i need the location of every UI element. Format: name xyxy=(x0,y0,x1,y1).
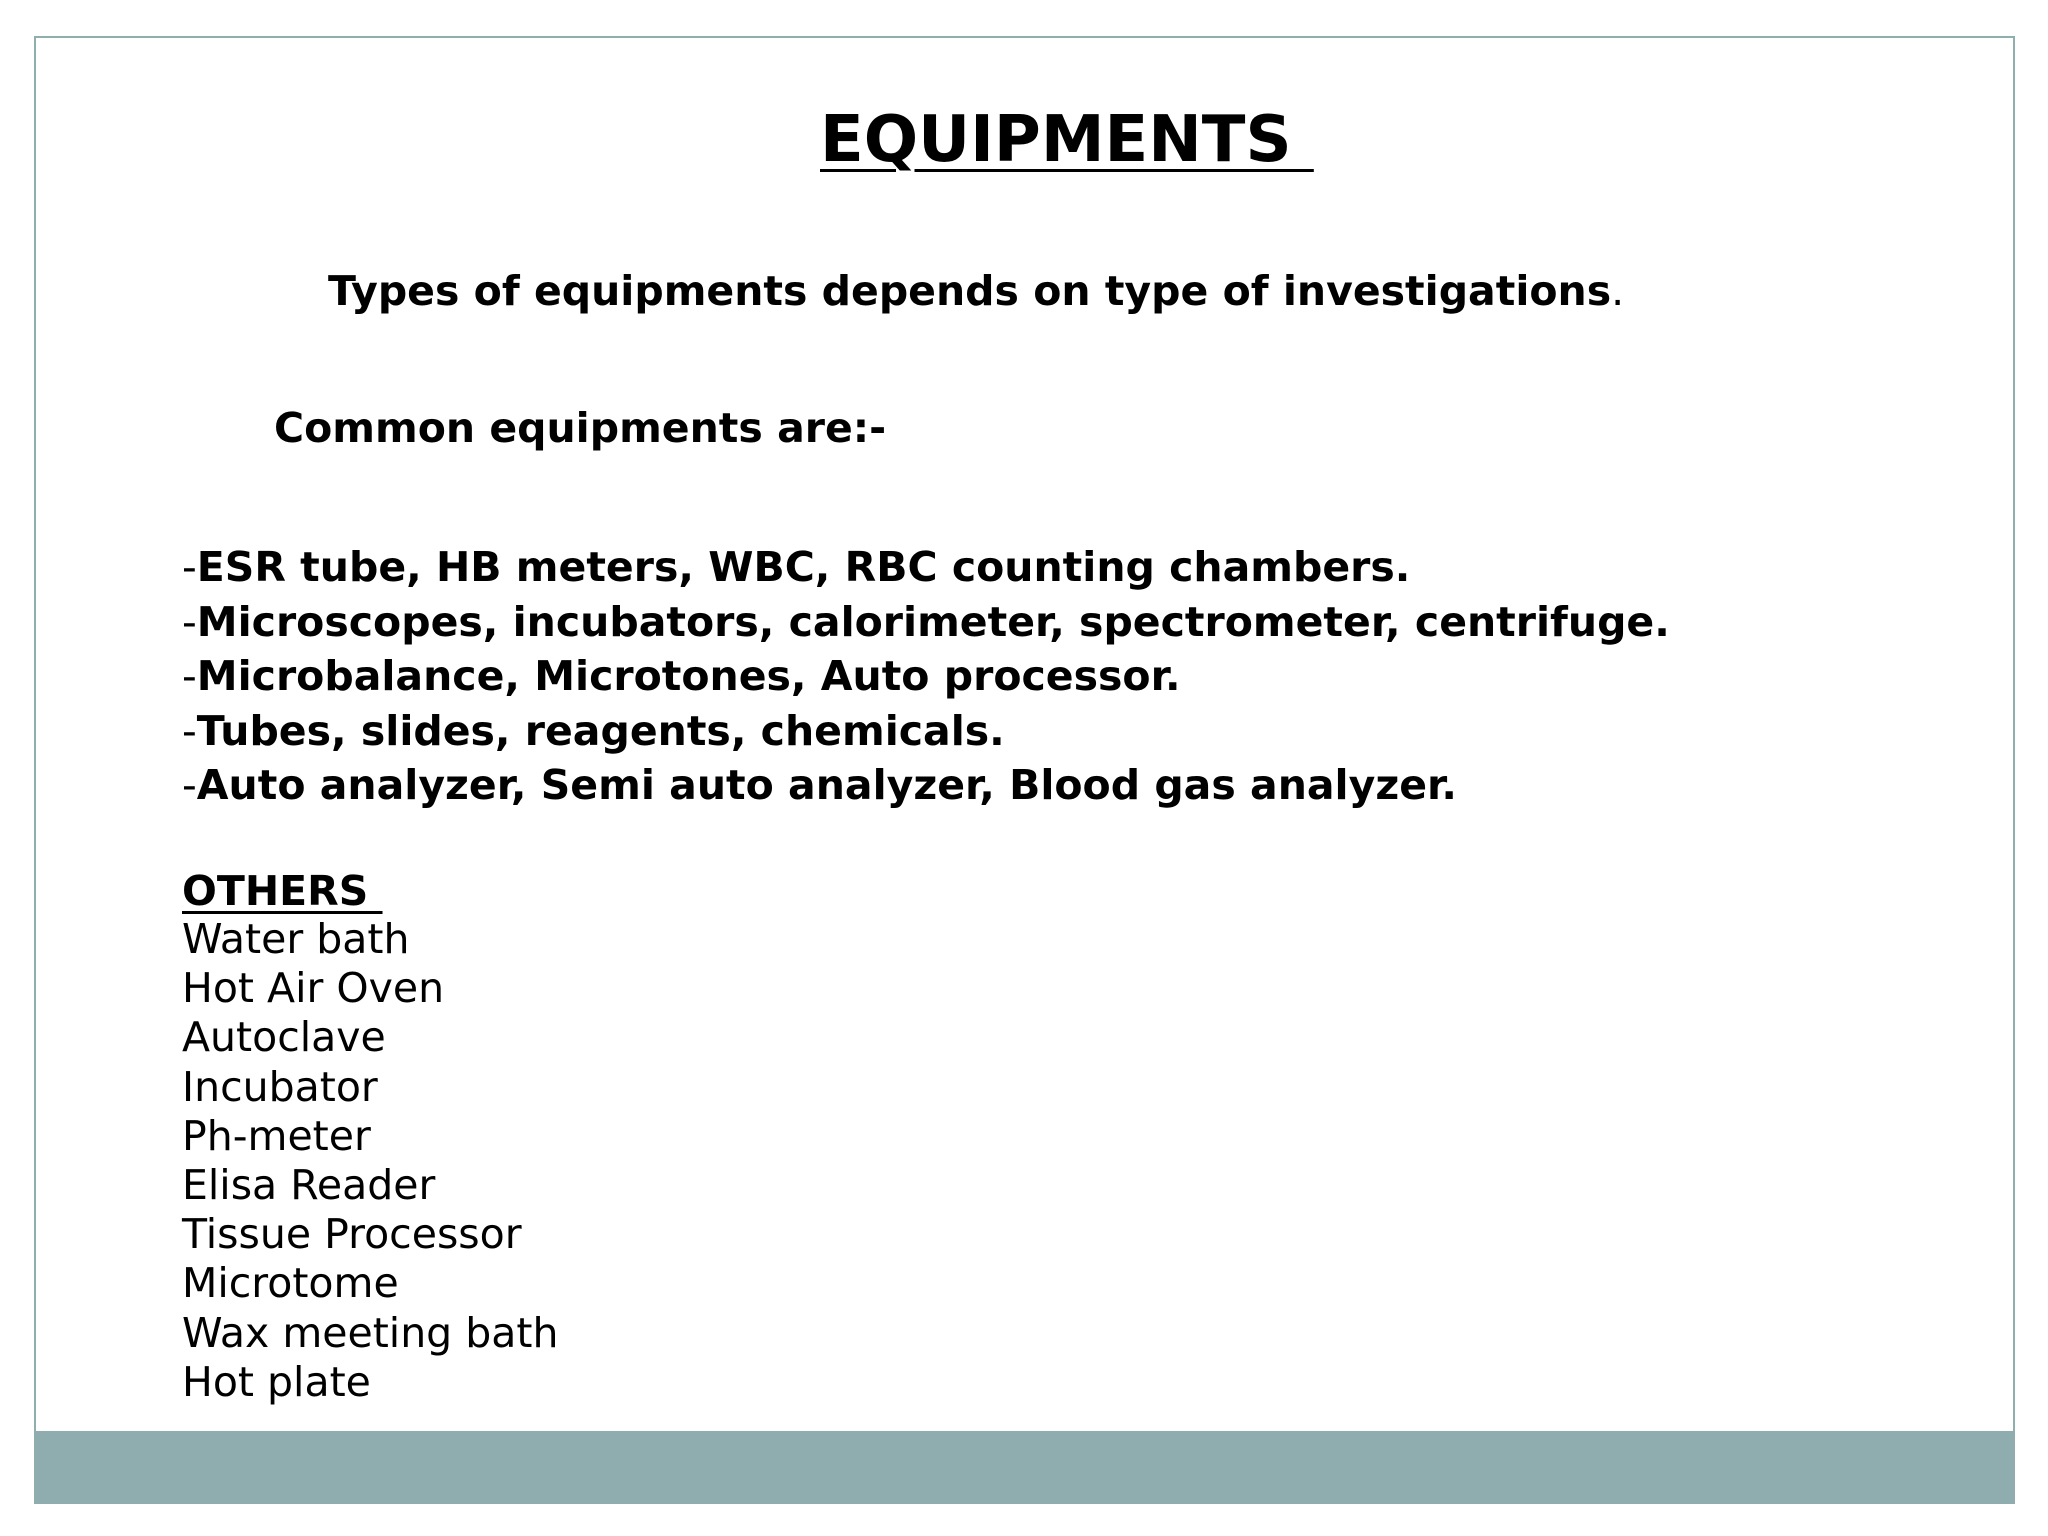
list-item: Microtome xyxy=(182,1259,399,1308)
line-dash: - xyxy=(182,761,197,809)
list-item: Tissue Processor xyxy=(182,1210,522,1259)
line-dash: - xyxy=(182,597,197,646)
line-dash: - xyxy=(182,706,197,755)
equipment-line xyxy=(182,595,1670,650)
list-item: Ph-meter xyxy=(182,1111,371,1160)
equipment-line xyxy=(182,649,1670,704)
equipment-line xyxy=(182,758,1670,813)
footer-band xyxy=(34,1431,2015,1504)
equipment-line-text: Microbalance, Microtones, Auto processor. xyxy=(196,652,1181,700)
equipment-line-text: Tubes, slides, reagents, chemicals. xyxy=(196,706,1005,755)
line-dash: - xyxy=(182,543,197,591)
list-item: Water bath xyxy=(182,915,410,963)
slide-subtitle xyxy=(328,267,1624,315)
subtitle-text: Types of equipments depends on type of investigations xyxy=(328,267,1612,315)
list-item: Hot plate xyxy=(182,1357,371,1406)
slide-title: EQUIPMENTS xyxy=(820,103,1314,177)
list-item: Autoclave xyxy=(182,1013,386,1062)
intro-text: Common equipments are:- xyxy=(274,404,887,452)
equipment-line-text: Auto analyzer, Semi auto analyzer, Blood gas analyzer. xyxy=(196,761,1457,809)
equipment-list xyxy=(182,540,1670,813)
line-dash: - xyxy=(182,652,197,700)
list-item: Elisa Reader xyxy=(182,1161,436,1210)
list-item: Incubator xyxy=(182,1062,378,1111)
subtitle-period: . xyxy=(1611,267,1625,315)
others-heading: OTHERS xyxy=(182,867,383,915)
others-list xyxy=(182,915,558,1407)
equipment-line-text: Microscopes, incubators, calorimeter, spectrometer, centrifuge. xyxy=(196,597,1670,646)
equipment-line xyxy=(182,704,1670,759)
list-item: Hot Air Oven xyxy=(182,964,445,1013)
equipment-line xyxy=(182,540,1670,595)
equipment-line-text: ESR tube, HB meters, WBC, RBC counting chambers. xyxy=(196,543,1411,591)
list-item: Wax meeting bath xyxy=(182,1308,559,1357)
